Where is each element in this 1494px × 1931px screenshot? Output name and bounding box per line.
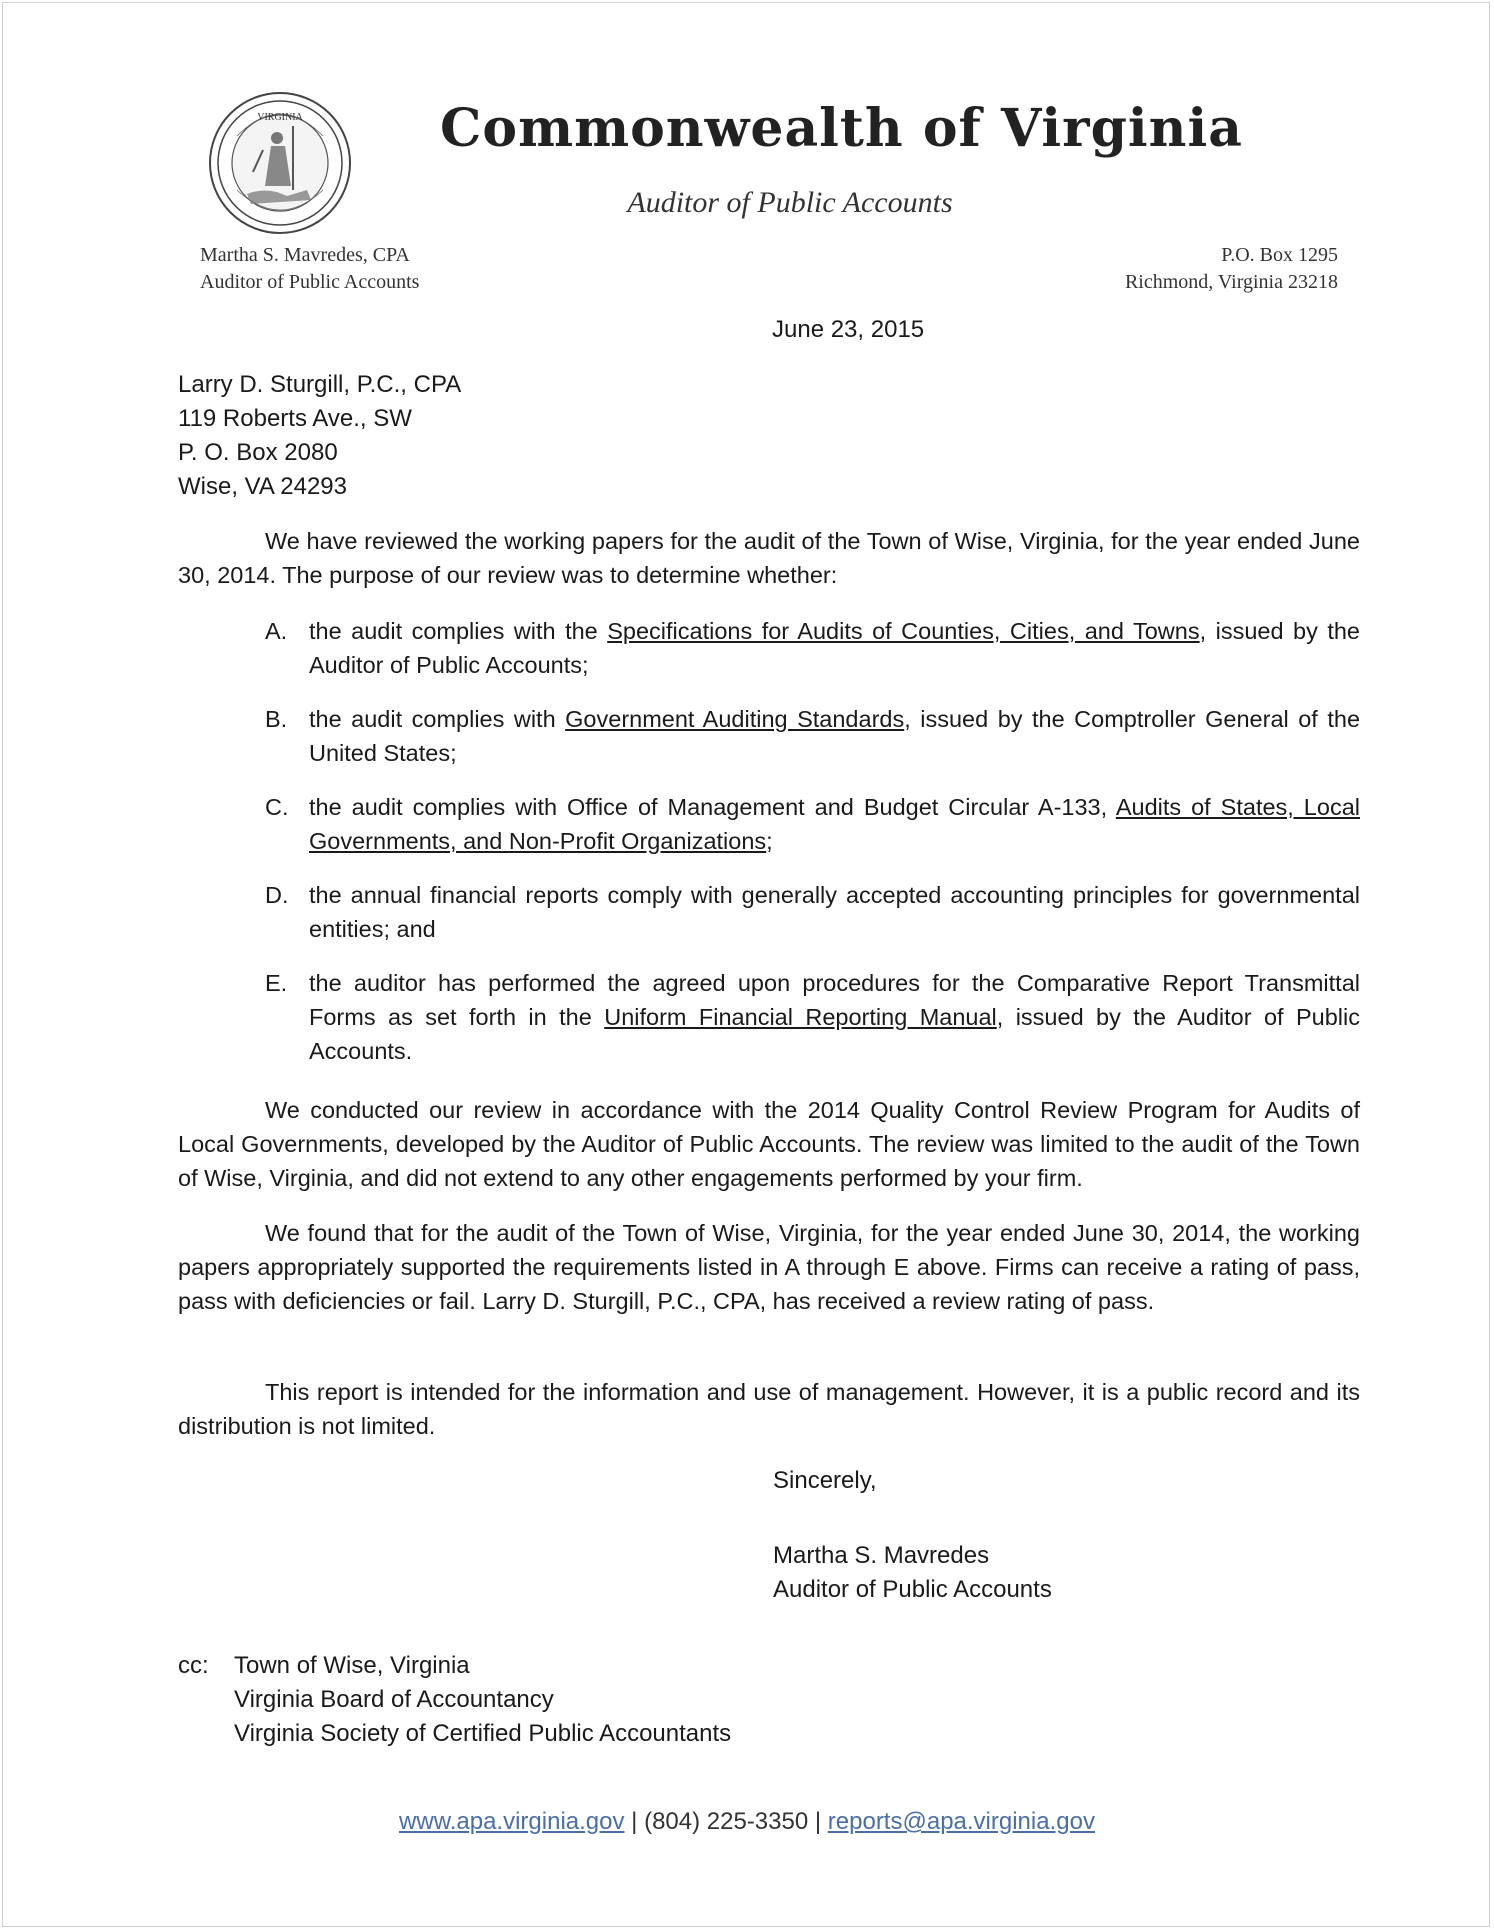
footer-separator: | <box>808 1808 828 1835</box>
recipient-line: Larry D. Sturgill, P.C., CPA <box>178 371 462 398</box>
list-text: ; <box>766 828 773 854</box>
closing-salutation: Sincerely, <box>773 1467 877 1494</box>
list-text: the annual financial reports comply with generally accepted accounting principles for governmental entities; and <box>309 882 1360 942</box>
list-text: the audit complies with the <box>309 618 608 644</box>
letterhead-right <box>1125 242 1338 296</box>
findings-paragraph <box>178 1216 1360 1318</box>
list-item <box>265 614 1360 682</box>
signer-title: Auditor of Public Accounts <box>773 1576 1052 1603</box>
recipient-line: Wise, VA 24293 <box>178 473 347 500</box>
letter-date: June 23, 2015 <box>772 316 925 343</box>
po-box: P.O. Box 1295 <box>1221 244 1338 266</box>
recipient-line: P. O. Box 2080 <box>178 439 338 466</box>
list-text: , issued by the Auditor of Public Accounts; <box>309 618 1360 678</box>
publication-title: Audits of States, Local Governments, and Non-Profit Organizations <box>309 794 1360 854</box>
virginia-seal-icon <box>207 90 353 236</box>
svg-text:VIRGINIA: VIRGINIA <box>257 112 303 123</box>
footer-separator: | <box>624 1808 645 1835</box>
list-text: the auditor has performed the agreed upon procedures for the Comparative Report Transmittal Forms as set forth in the <box>309 970 1360 1030</box>
website-link[interactable]: www.apa.virginia.gov <box>399 1808 625 1835</box>
cc-label: cc: <box>178 1652 209 1679</box>
recipient-line: 119 Roberts Ave., SW <box>178 405 412 432</box>
publication-title: Government Auditing Standards <box>565 706 905 732</box>
cc-recipient: Virginia Society of Certified Public Accountants <box>234 1720 732 1747</box>
letterhead-title: Commonwealth of Virginia <box>440 98 1243 159</box>
list-text: , issued by the Auditor of Public Accounts. <box>309 1004 1360 1064</box>
list-item <box>265 878 1360 946</box>
review-criteria-list <box>265 614 1360 1068</box>
cc-recipient: Virginia Board of Accountancy <box>234 1686 554 1713</box>
list-text: , issued by the Comptroller General of the United States; <box>309 706 1361 766</box>
publication-title: Specifications for Audits of Counties, Cities, and Towns <box>607 618 1200 644</box>
auditor-name: Martha S. Mavredes, CPA <box>200 244 410 266</box>
list-marker: B. <box>265 706 288 732</box>
auditor-title: Auditor of Public Accounts <box>200 271 420 293</box>
cc-recipient: Town of Wise, Virginia <box>234 1652 470 1679</box>
report-paragraph <box>178 1375 1360 1443</box>
list-text: the audit complies with Office of Management and Budget Circular A-133, <box>309 794 1116 820</box>
list-marker: E. <box>265 970 288 996</box>
letterhead-subtitle: Auditor of Public Accounts <box>627 186 953 219</box>
email-link[interactable]: reports@apa.virginia.gov <box>827 1808 1095 1835</box>
signer-name: Martha S. Mavredes <box>773 1542 990 1569</box>
list-text: the audit complies with <box>309 706 566 732</box>
list-marker: D. <box>265 882 289 908</box>
review-paragraph <box>178 1093 1360 1195</box>
findings-text: We found that for the audit of the Town of Wise, Virginia, for the year ended June 30, 2014, the working papers appropriately supported the requirements listed in A through E above. Firms can receive a rating of pass, pass with deficiencies or fail. Larry D. Sturgill, P.C., CPA, has received a review rating of pass. <box>178 1220 1360 1314</box>
review-text: We conducted our review in accordance with the 2014 Quality Control Review Program for Audits of Local Governments, developed by the Auditor of Public Accounts. The review was limited to the audit of the Town of Wise, Virginia, and did not extend to any other engagements performed by your firm. <box>178 1097 1360 1191</box>
phone-number: (804) 225-3350 <box>644 1808 809 1835</box>
intro-paragraph <box>178 524 1360 592</box>
report-text: This report is intended for the information and use of management. However, it is a public record and its distribution is not limited. <box>178 1379 1360 1439</box>
recipient-address <box>178 368 1360 504</box>
city-state: Richmond, Virginia 23218 <box>1124 271 1338 293</box>
list-item <box>265 702 1360 770</box>
intro-text: We have reviewed the working papers for the audit of the Town of Wise, Virginia, for the year ended June 30, 2014. The purpose of our review was to determine whether: <box>178 528 1360 588</box>
letterhead-left <box>200 242 419 296</box>
list-marker: A. <box>265 618 288 644</box>
footer <box>0 1808 1494 1836</box>
publication-title: Uniform Financial Reporting Manual <box>604 1004 997 1030</box>
list-item <box>265 790 1360 858</box>
list-item <box>265 966 1360 1068</box>
list-marker: C. <box>265 794 289 820</box>
